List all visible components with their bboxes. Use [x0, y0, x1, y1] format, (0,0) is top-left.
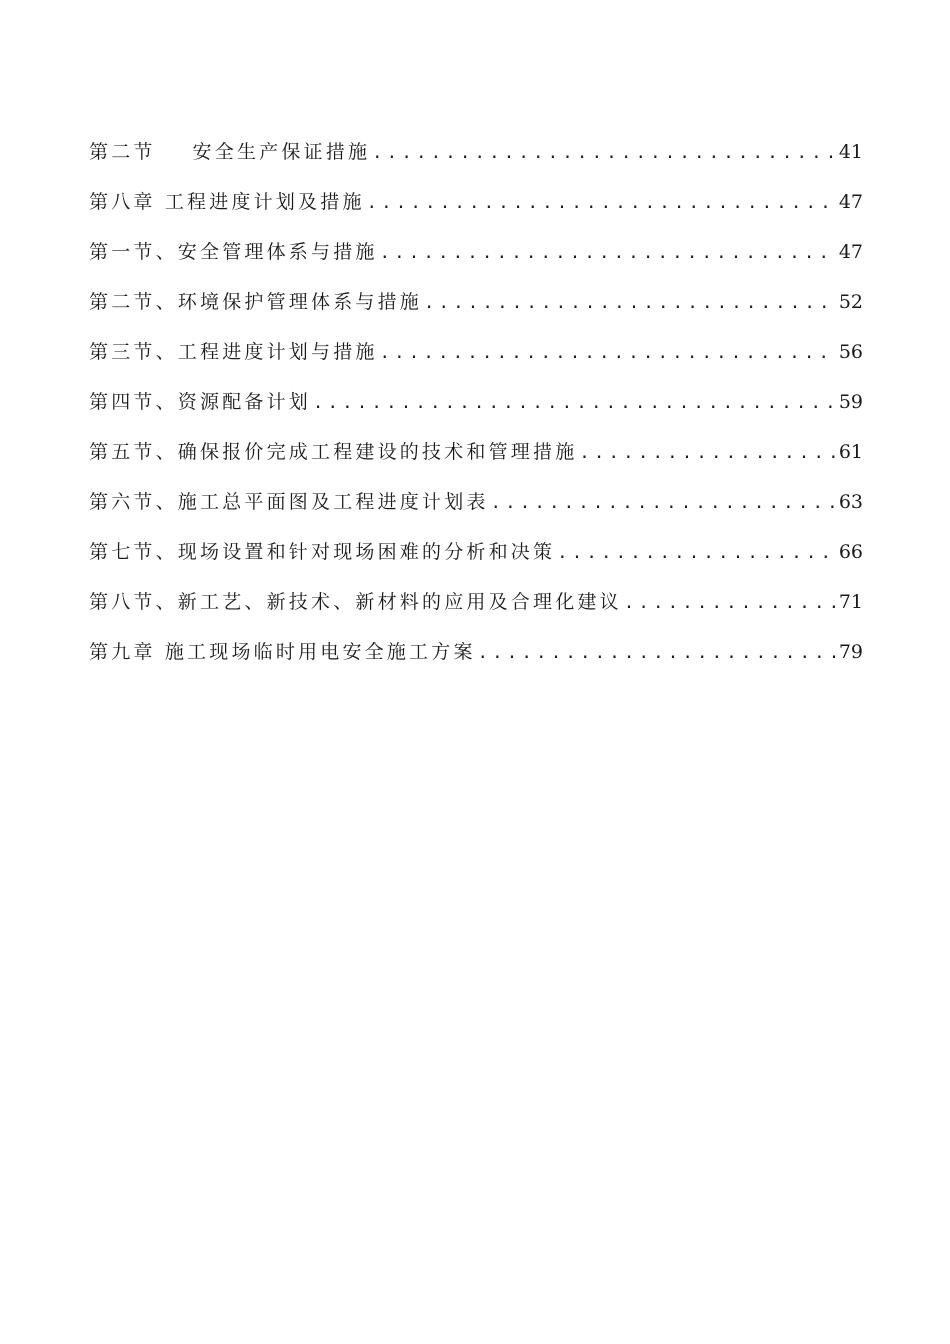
toc-entry-page: 41	[838, 141, 863, 163]
toc-entry-page: 52	[838, 291, 863, 313]
toc-entry[interactable]	[89, 282, 863, 332]
toc-leader-dots	[478, 633, 837, 673]
toc-entry-page: 61	[838, 441, 863, 463]
toc-entry-title: 第二节 安全生产保证措施	[89, 141, 371, 163]
toc-entry-title: 第二节、环境保护管理体系与措施	[89, 291, 423, 313]
toc-entry-title: 第三节、工程进度计划与措施	[89, 341, 378, 363]
table-of-contents	[89, 132, 863, 682]
toc-entry[interactable]	[89, 382, 863, 432]
toc-entry[interactable]	[89, 232, 863, 282]
toc-entry-title: 第八节、新工艺、新技术、新材料的应用及合理化建议	[89, 591, 622, 613]
toc-entry-page: 66	[838, 541, 863, 563]
toc-entry[interactable]	[89, 582, 863, 632]
toc-entry-page: 56	[838, 341, 863, 363]
toc-leader-dots	[372, 133, 837, 173]
toc-entry-title: 第六节、施工总平面图及工程进度计划表	[89, 491, 489, 513]
toc-entry[interactable]	[89, 332, 863, 382]
toc-entry[interactable]	[89, 632, 863, 682]
toc-entry-title: 第一节、安全管理体系与措施	[89, 241, 378, 263]
toc-leader-dots	[380, 233, 837, 273]
toc-leader-dots	[557, 533, 837, 573]
toc-entry[interactable]	[89, 182, 863, 232]
toc-entry[interactable]	[89, 432, 863, 482]
toc-entry[interactable]	[89, 532, 863, 582]
toc-entry-title: 第八章 工程进度计划及措施	[89, 191, 365, 213]
toc-entry[interactable]	[89, 132, 863, 182]
toc-entry-page: 79	[838, 641, 863, 663]
toc-leader-dots	[624, 583, 837, 623]
toc-leader-dots	[579, 433, 836, 473]
toc-entry[interactable]	[89, 482, 863, 532]
toc-leader-dots	[367, 183, 837, 223]
toc-leader-dots	[424, 283, 837, 323]
toc-leader-dots	[380, 333, 837, 373]
toc-entry-page: 59	[838, 391, 863, 413]
toc-entry-title: 第四节、资源配备计划	[89, 391, 312, 413]
toc-entry-page: 63	[838, 491, 863, 513]
toc-entry-title: 第五节、确保报价完成工程建设的技术和管理措施	[89, 441, 578, 463]
toc-entry-page: 47	[838, 191, 863, 213]
toc-entry-page: 71	[838, 591, 863, 613]
toc-entry-title: 第九章 施工现场临时用电安全施工方案	[89, 641, 476, 663]
toc-entry-page: 47	[838, 241, 863, 263]
toc-leader-dots	[491, 483, 837, 523]
toc-entry-title: 第七节、现场设置和针对现场困难的分析和决策	[89, 541, 556, 563]
toc-leader-dots	[313, 383, 837, 423]
